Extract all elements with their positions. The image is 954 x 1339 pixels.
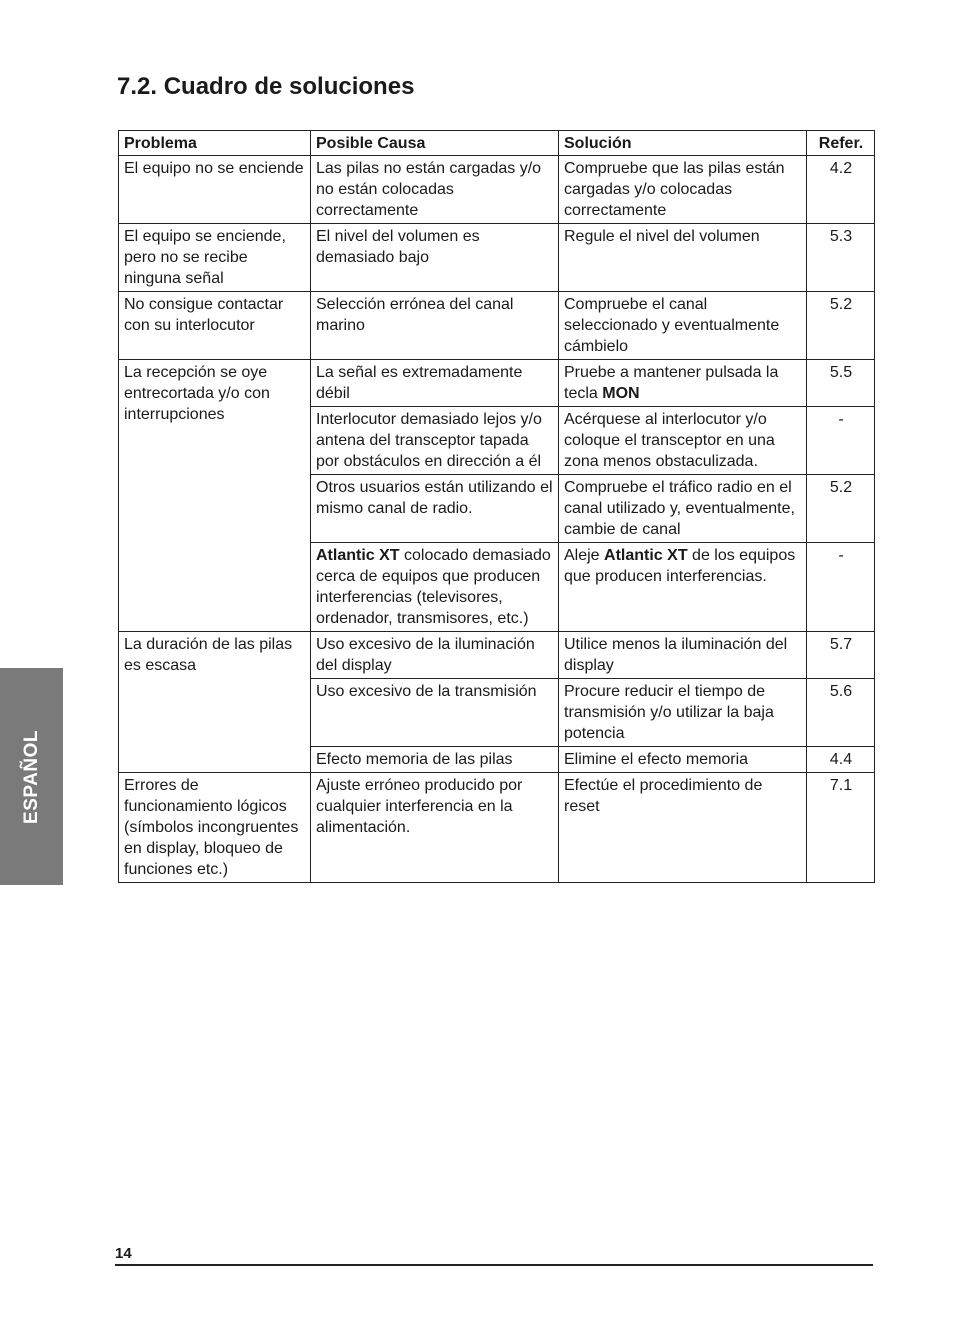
cell-solucion [559, 360, 807, 407]
cell-refer: - [807, 407, 875, 475]
cell-solucion [559, 543, 807, 632]
cell-solucion: Elimine el efecto memoria [559, 747, 807, 773]
cell-causa: Ajuste erróneo producido por cualquier interferencia en la alimentación. [311, 773, 559, 883]
cell-refer: 7.1 [807, 773, 875, 883]
cell-refer: 5.5 [807, 360, 875, 407]
table-row [119, 292, 875, 360]
header-causa: Posible Causa [311, 131, 559, 156]
cell-causa: Interlocutor demasiado lejos y/o antena del transceptor tapada por obstáculos en dirección a él [311, 407, 559, 475]
cell-causa: Uso excesivo de la iluminación del display [311, 632, 559, 679]
mon-key-label: MON [602, 385, 640, 402]
table-row [119, 156, 875, 224]
header-refer: Refer. [807, 131, 875, 156]
solucion-text-post: de los equipos que producen interferencias. [564, 547, 796, 585]
solutions-table [118, 130, 875, 883]
footer-divider [115, 1264, 873, 1266]
cell-causa: Uso excesivo de la transmisión [311, 679, 559, 747]
table-row [119, 632, 875, 679]
cell-refer: 5.2 [807, 292, 875, 360]
header-solucion: Solución [559, 131, 807, 156]
cell-refer: 5.2 [807, 475, 875, 543]
page-title: 7.2. Cuadro de soluciones [117, 73, 415, 100]
cell-problema: La recepción se oye entrecortada y/o con interrupciones [119, 360, 311, 632]
language-tab-label: ESPAÑOL [20, 729, 42, 824]
cell-refer: 4.4 [807, 747, 875, 773]
cell-refer: 5.7 [807, 632, 875, 679]
cell-solucion: Acérquese al interlocutor y/o coloque el transceptor en una zona menos obstaculizada. [559, 407, 807, 475]
cell-solucion: Utilice menos la iluminación del display [559, 632, 807, 679]
table-row [119, 224, 875, 292]
product-name: Atlantic XT [316, 547, 400, 564]
cell-solucion: Compruebe el canal seleccionado y eventualmente cámbielo [559, 292, 807, 360]
cell-problema: El equipo no se enciende [119, 156, 311, 224]
cell-causa [311, 543, 559, 632]
cell-causa: Selección errónea del canal marino [311, 292, 559, 360]
solucion-text: Pruebe a mantener pulsada la tecla [564, 364, 779, 402]
cell-solucion: Compruebe el tráfico radio en el canal utilizado y, eventualmente, cambie de canal [559, 475, 807, 543]
cell-refer: - [807, 543, 875, 632]
language-side-tab [0, 668, 63, 885]
cell-solucion: Procure reducir el tiempo de transmisión y/o utilizar la baja potencia [559, 679, 807, 747]
page-number: 14 [115, 1245, 132, 1262]
table-row [119, 773, 875, 883]
cell-causa: El nivel del volumen es demasiado bajo [311, 224, 559, 292]
cell-causa: La señal es extremadamente débil [311, 360, 559, 407]
causa-text: colocado demasiado cerca de equipos que producen interferencias (televisores, ordenador, transmisores, etc.) [316, 547, 551, 627]
cell-solucion: Efectúe el procedimiento de reset [559, 773, 807, 883]
cell-solucion: Compruebe que las pilas están cargadas y/o colocadas correctamente [559, 156, 807, 224]
cell-causa: Otros usuarios están utilizando el mismo canal de radio. [311, 475, 559, 543]
cell-problema: El equipo se enciende, pero no se recibe ninguna señal [119, 224, 311, 292]
table-header-row [119, 131, 875, 156]
cell-problema: Errores de funcionamiento lógicos (símbolos incongruentes en display, bloqueo de funciones etc.) [119, 773, 311, 883]
cell-solucion: Regule el nivel del volumen [559, 224, 807, 292]
table-row [119, 360, 875, 407]
cell-refer: 5.6 [807, 679, 875, 747]
cell-problema: No consigue contactar con su interlocutor [119, 292, 311, 360]
cell-causa: Las pilas no están cargadas y/o no están colocadas correctamente [311, 156, 559, 224]
cell-refer: 4.2 [807, 156, 875, 224]
product-name: Atlantic XT [604, 547, 688, 564]
header-problema: Problema [119, 131, 311, 156]
cell-causa: Efecto memoria de las pilas [311, 747, 559, 773]
cell-refer: 5.3 [807, 224, 875, 292]
solucion-text-pre: Aleje [564, 547, 605, 564]
cell-problema: La duración de las pilas es escasa [119, 632, 311, 773]
